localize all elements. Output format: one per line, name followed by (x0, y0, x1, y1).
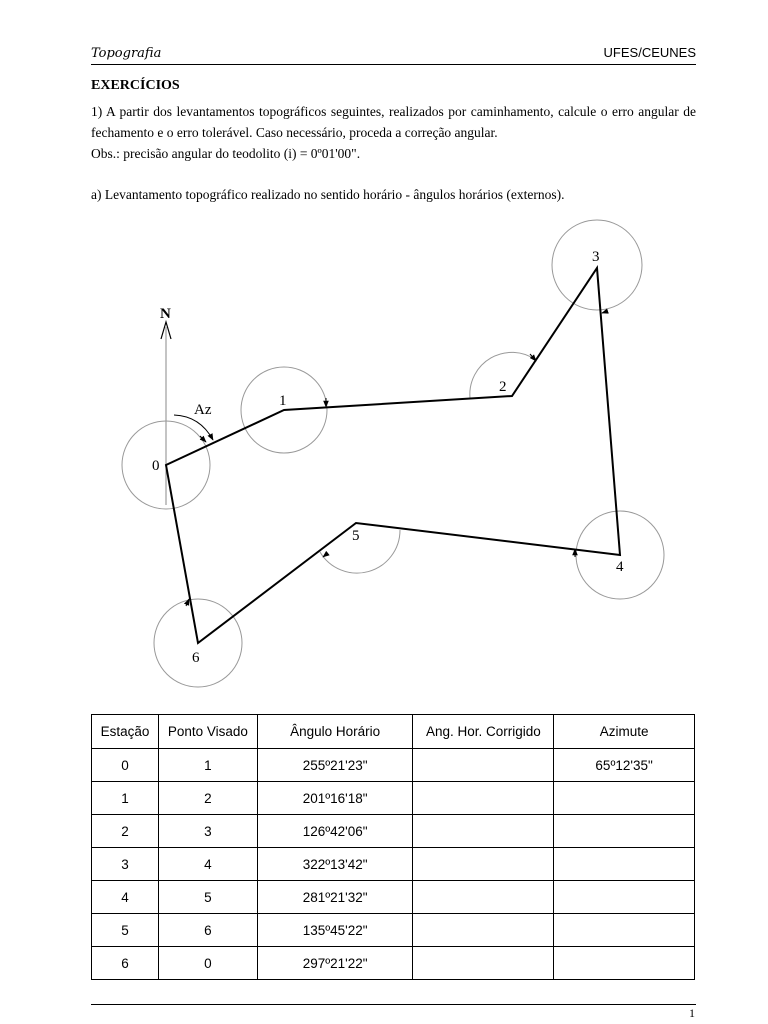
angle-arc-5 (320, 530, 400, 573)
table-row (92, 782, 695, 815)
cell-target: 1 (158, 749, 257, 782)
table-row (92, 947, 695, 980)
cell-azimuth (554, 782, 695, 815)
cell-corrected (413, 749, 554, 782)
table-row (92, 914, 695, 947)
cell-azimuth (554, 815, 695, 848)
cell-corrected (413, 947, 554, 980)
station-label-4: 4 (616, 559, 624, 575)
cell-angle: 135º45'22" (257, 914, 413, 947)
cell-station: 5 (92, 914, 159, 947)
item-a-statement: a) Levantamento topográfico realizado no sentido horário - ângulos horários (externos). (91, 187, 565, 202)
cell-station: 2 (92, 815, 159, 848)
cell-station: 4 (92, 881, 159, 914)
cell-target: 6 (158, 914, 257, 947)
cell-station: 1 (92, 782, 159, 815)
table-row (92, 881, 695, 914)
cell-angle: 255º21'23" (257, 749, 413, 782)
table-row (92, 848, 695, 881)
station-label-6: 6 (192, 650, 200, 666)
cell-azimuth (554, 947, 695, 980)
header-course-title: Topografia (91, 46, 162, 61)
station-label-3: 3 (592, 249, 600, 265)
station-label-1: 1 (279, 393, 287, 409)
footer-rule (91, 1004, 696, 1005)
angle-arc-3 (552, 220, 642, 310)
header-institution: UFES/CEUNES (603, 45, 696, 60)
station-label-5: 5 (352, 528, 360, 544)
header-ponto-visado: Ponto Visado (158, 715, 257, 749)
traverse-polygon (166, 268, 620, 643)
cell-station: 6 (92, 947, 159, 980)
cell-angle: 322º13'42" (257, 848, 413, 881)
cell-target: 5 (158, 881, 257, 914)
cell-corrected (413, 782, 554, 815)
cell-azimuth: 65º12'35" (554, 749, 695, 782)
header-angulo-corrigido: Ang. Hor. Corrigido (413, 715, 554, 749)
header-azimute: Azimute (554, 715, 695, 749)
exercise-statement: 1) A partir dos levantamentos topográficos seguintes, realizados por caminhamento, calcule o erro angular de fechamento e o erro tolerável. Caso necessário, proceda a correção angular. (91, 104, 696, 140)
cell-corrected (413, 815, 554, 848)
cell-angle: 281º21'32" (257, 881, 413, 914)
cell-corrected (413, 848, 554, 881)
cell-target: 0 (158, 947, 257, 980)
cell-target: 2 (158, 782, 257, 815)
station-label-0: 0 (152, 458, 160, 474)
cell-azimuth (554, 881, 695, 914)
cell-angle: 297º21'22" (257, 947, 413, 980)
cell-azimuth (554, 914, 695, 947)
arc-arrows (186, 311, 608, 606)
page-number: 1 (689, 1006, 695, 1020)
north-label: N (160, 306, 171, 322)
cell-station: 0 (92, 749, 159, 782)
cell-angle: 126º42'06" (257, 815, 413, 848)
cell-target: 4 (158, 848, 257, 881)
table-header-row (92, 715, 695, 749)
cell-corrected (413, 914, 554, 947)
cell-target: 3 (158, 815, 257, 848)
angles-table (91, 714, 695, 980)
table-row (92, 749, 695, 782)
header-estacao: Estação (92, 715, 159, 749)
header-angulo-horario: Ângulo Horário (257, 715, 413, 749)
cell-azimuth (554, 848, 695, 881)
section-title: EXERCÍCIOS (91, 78, 180, 93)
azimuth-arc (174, 415, 213, 440)
cell-angle: 201º16'18" (257, 782, 413, 815)
station-label-2: 2 (499, 379, 507, 395)
cell-corrected (413, 881, 554, 914)
cell-station: 3 (92, 848, 159, 881)
table-row (92, 815, 695, 848)
precision-note: Obs.: precisão angular do teodolito (i) = 0º01'00". (91, 146, 361, 161)
azimuth-label: Az (194, 402, 212, 418)
